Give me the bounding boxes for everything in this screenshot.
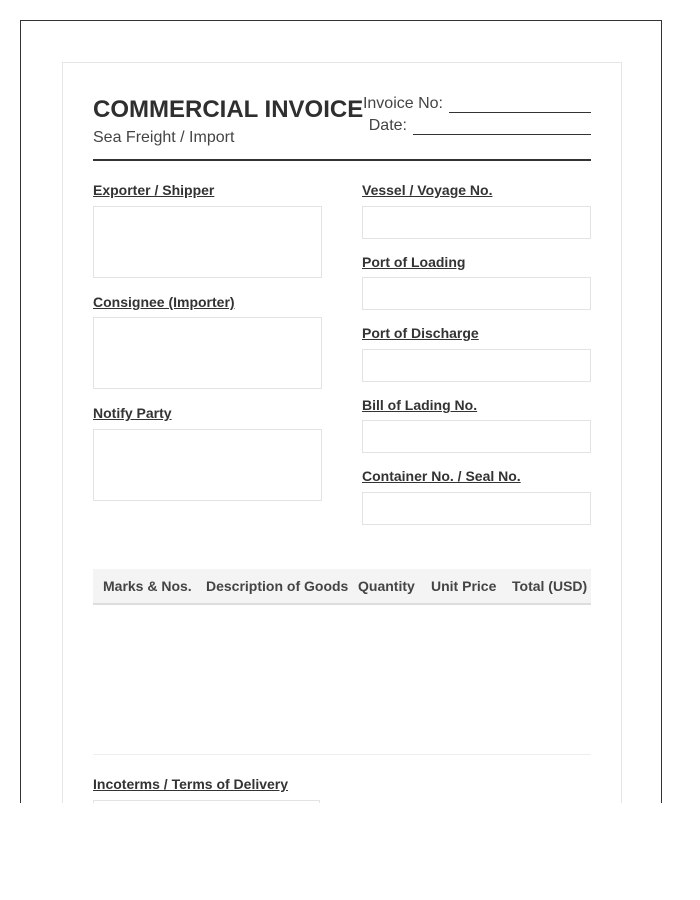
notify-party-field[interactable] [93, 429, 322, 501]
column-total: Total (USD) [512, 578, 588, 594]
invoice-date-row [369, 117, 591, 135]
column-description: Description of Goods [206, 578, 349, 594]
port-of-loading-field[interactable] [362, 277, 591, 310]
invoice-number-row [363, 95, 591, 113]
header-divider [93, 159, 591, 161]
consignee-label: Consignee (Importer) [93, 294, 235, 310]
notify-party-label: Notify Party [93, 405, 172, 421]
column-quantity: Quantity [358, 578, 415, 594]
vessel-voyage-label: Vessel / Voyage No. [362, 182, 493, 198]
goods-table-bottom-border [93, 754, 591, 755]
port-of-discharge-label: Port of Discharge [362, 325, 479, 341]
column-unit-price: Unit Price [431, 578, 497, 594]
goods-table-header [93, 569, 591, 605]
document-viewport [20, 20, 662, 803]
port-of-loading-label: Port of Loading [362, 254, 466, 270]
invoice-page [62, 62, 622, 803]
port-of-discharge-field[interactable] [362, 349, 591, 382]
invoice-number-field[interactable] [449, 97, 591, 113]
invoice-date-label: Date: [368, 117, 407, 134]
bill-of-lading-label: Bill of Lading No. [362, 397, 478, 413]
invoice-date-field[interactable] [413, 119, 591, 135]
container-seal-field[interactable] [362, 492, 591, 525]
invoice-subtitle: Sea Freight / Import [93, 129, 235, 146]
incoterms-field[interactable] [93, 800, 320, 803]
invoice-title: COMMERCIAL INVOICE [93, 96, 364, 123]
vessel-voyage-field[interactable] [362, 206, 591, 239]
incoterms-label: Incoterms / Terms of Delivery [93, 776, 289, 792]
exporter-label: Exporter / Shipper [93, 182, 215, 198]
column-marks: Marks & Nos. [103, 578, 192, 594]
consignee-field[interactable] [93, 317, 322, 389]
exporter-field[interactable] [93, 206, 322, 278]
container-seal-label: Container No. / Seal No. [362, 468, 521, 484]
invoice-number-label: Invoice No: [362, 95, 443, 112]
bill-of-lading-field[interactable] [362, 420, 591, 453]
